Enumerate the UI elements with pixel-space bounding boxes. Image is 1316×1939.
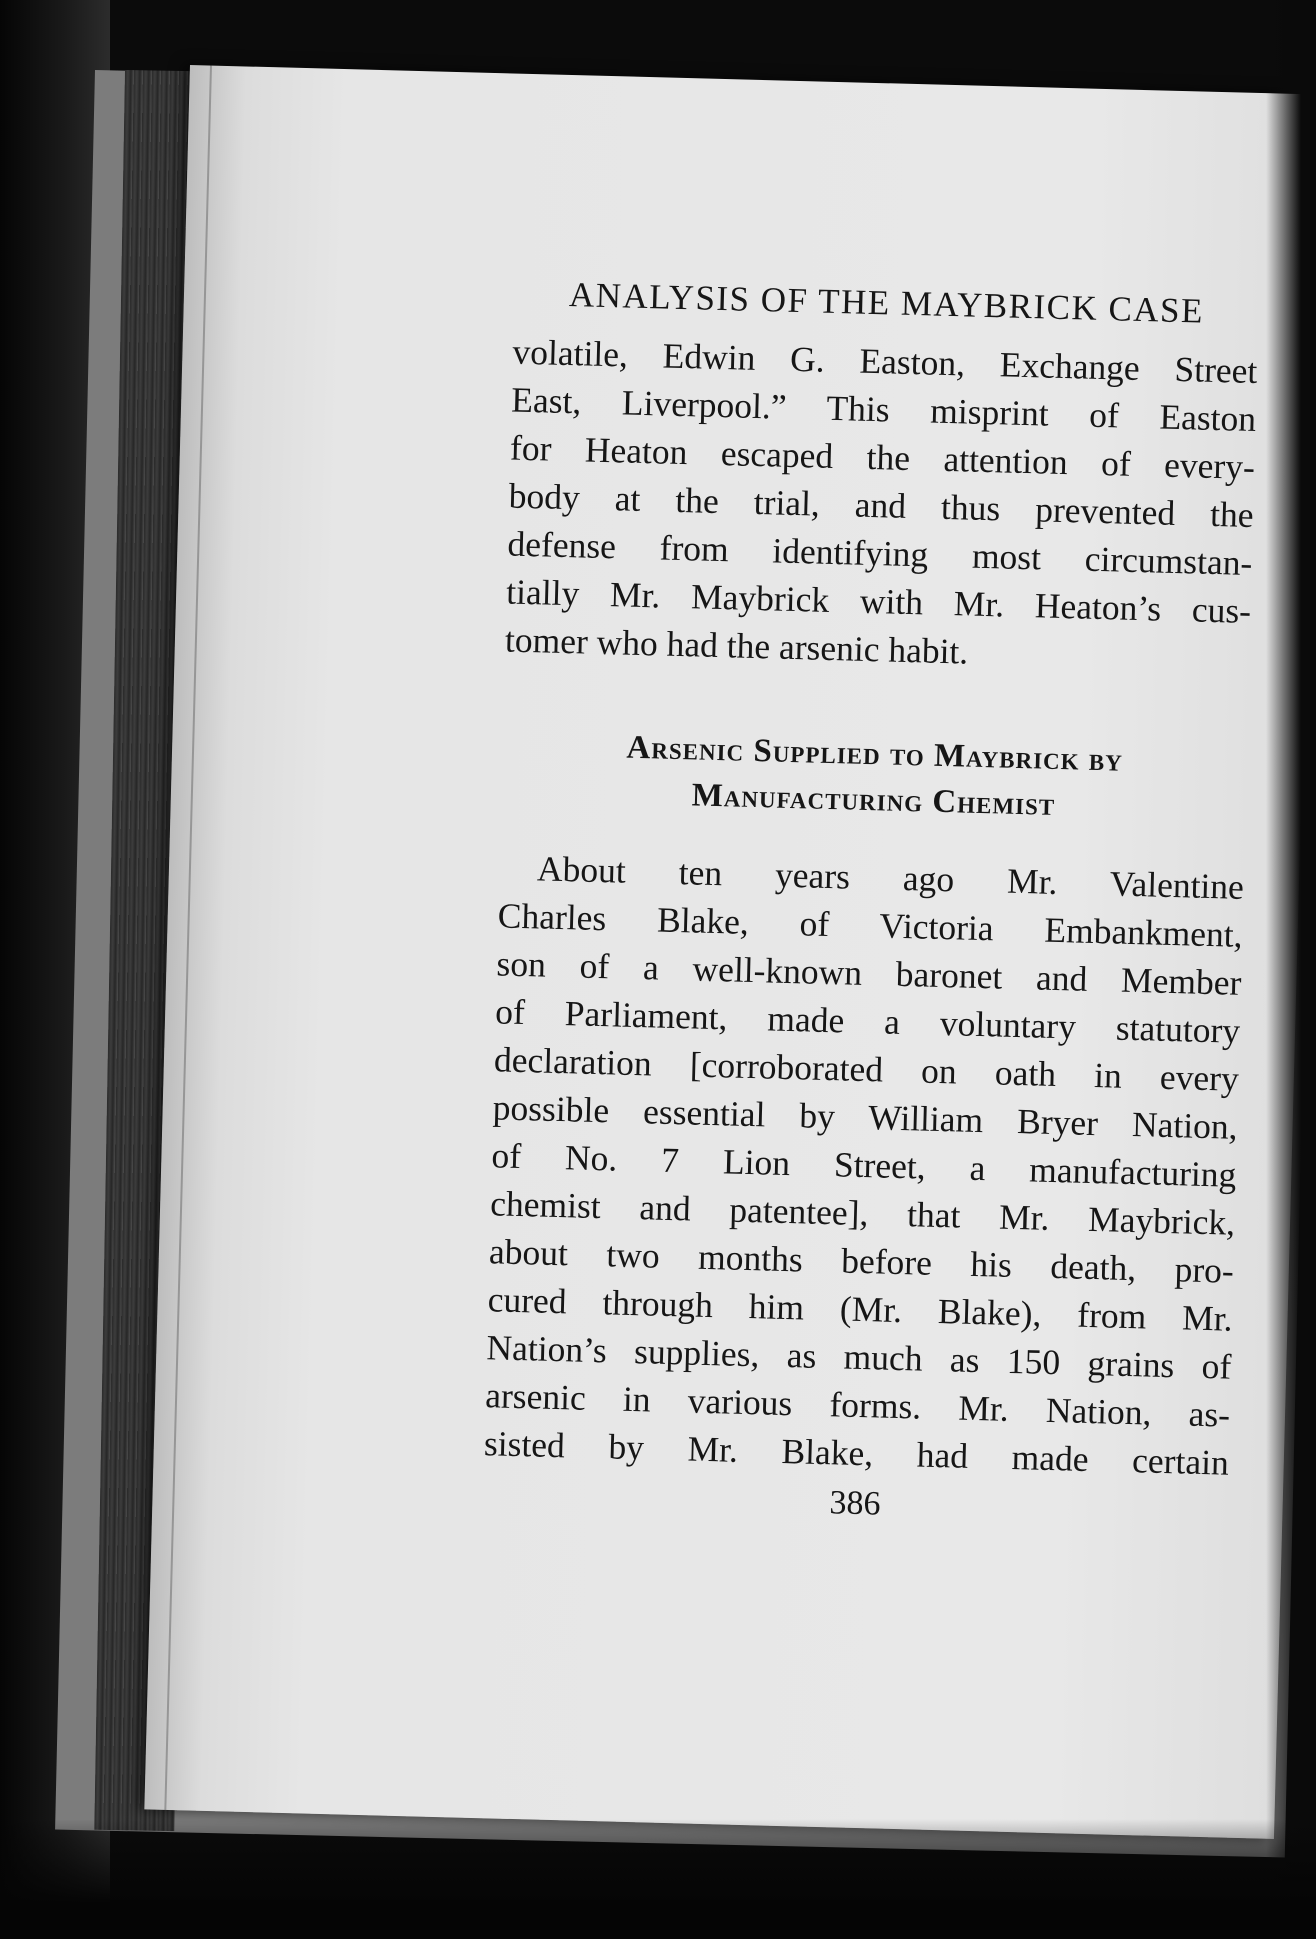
text-line: about two months before his death, pro-: [488, 1231, 1235, 1291]
body-paragraph: [483, 843, 1244, 1486]
text-line: volatile, Edwin G. Easton, Exchange Street: [512, 331, 1258, 392]
text-line: Charles Blake, of Victoria Embankment,: [497, 895, 1244, 955]
text-line: arsenic in various forms. Mr. Nation, as-: [484, 1375, 1231, 1435]
text-line: of No. 7 Lion Street, a manufacturing: [491, 1135, 1237, 1195]
section-heading-line: Manufacturing Chemist: [691, 777, 1056, 823]
text-line: chemist and patentee], that Mr. Maybrick,: [489, 1183, 1236, 1243]
text-line: cured through him (Mr. Blake), from Mr.: [487, 1279, 1234, 1339]
section-heading-line: Arsenic Supplied to Maybrick by: [626, 729, 1124, 779]
text-line: tially Mr. Maybrick with Mr. Heaton’s cus-: [505, 571, 1252, 631]
page-text: [482, 274, 1259, 1533]
running-head: ANALYSIS OF THE MAYBRICK CASE: [568, 275, 1205, 331]
text-line: possible essential by William Bryer Nation,: [492, 1087, 1239, 1147]
bottom-shadow: [0, 1819, 1316, 1939]
page-number: 386: [829, 1484, 882, 1523]
text-line: declaration [corroborated on oath in every: [493, 1039, 1240, 1099]
text-line: defense from identifying most circumstan-: [507, 523, 1253, 583]
opening-paragraph: [504, 328, 1258, 683]
text-line: About ten years ago Mr. Valentine: [536, 848, 1245, 907]
text-line: East, Liverpool.” This misprint of Easton: [510, 379, 1257, 440]
right-shadow: [1266, 0, 1316, 1939]
text-line: for Heaton escaped the attention of every-: [509, 427, 1256, 488]
book-page: [144, 65, 1316, 1839]
text-line: sisted by Mr. Blake, had made certain: [483, 1423, 1230, 1483]
text-line: Nation’s supplies, as much as 150 grains of: [486, 1327, 1232, 1387]
text-line: of Parliament, made a voluntary statutory: [494, 991, 1241, 1051]
text-line: body at the trial, and thus prevented the: [508, 475, 1255, 535]
text-line: tomer who had the arsenic habit.: [504, 619, 969, 672]
text-line: son of a well-known baronet and Member: [496, 943, 1242, 1003]
section-heading: [501, 721, 1248, 832]
